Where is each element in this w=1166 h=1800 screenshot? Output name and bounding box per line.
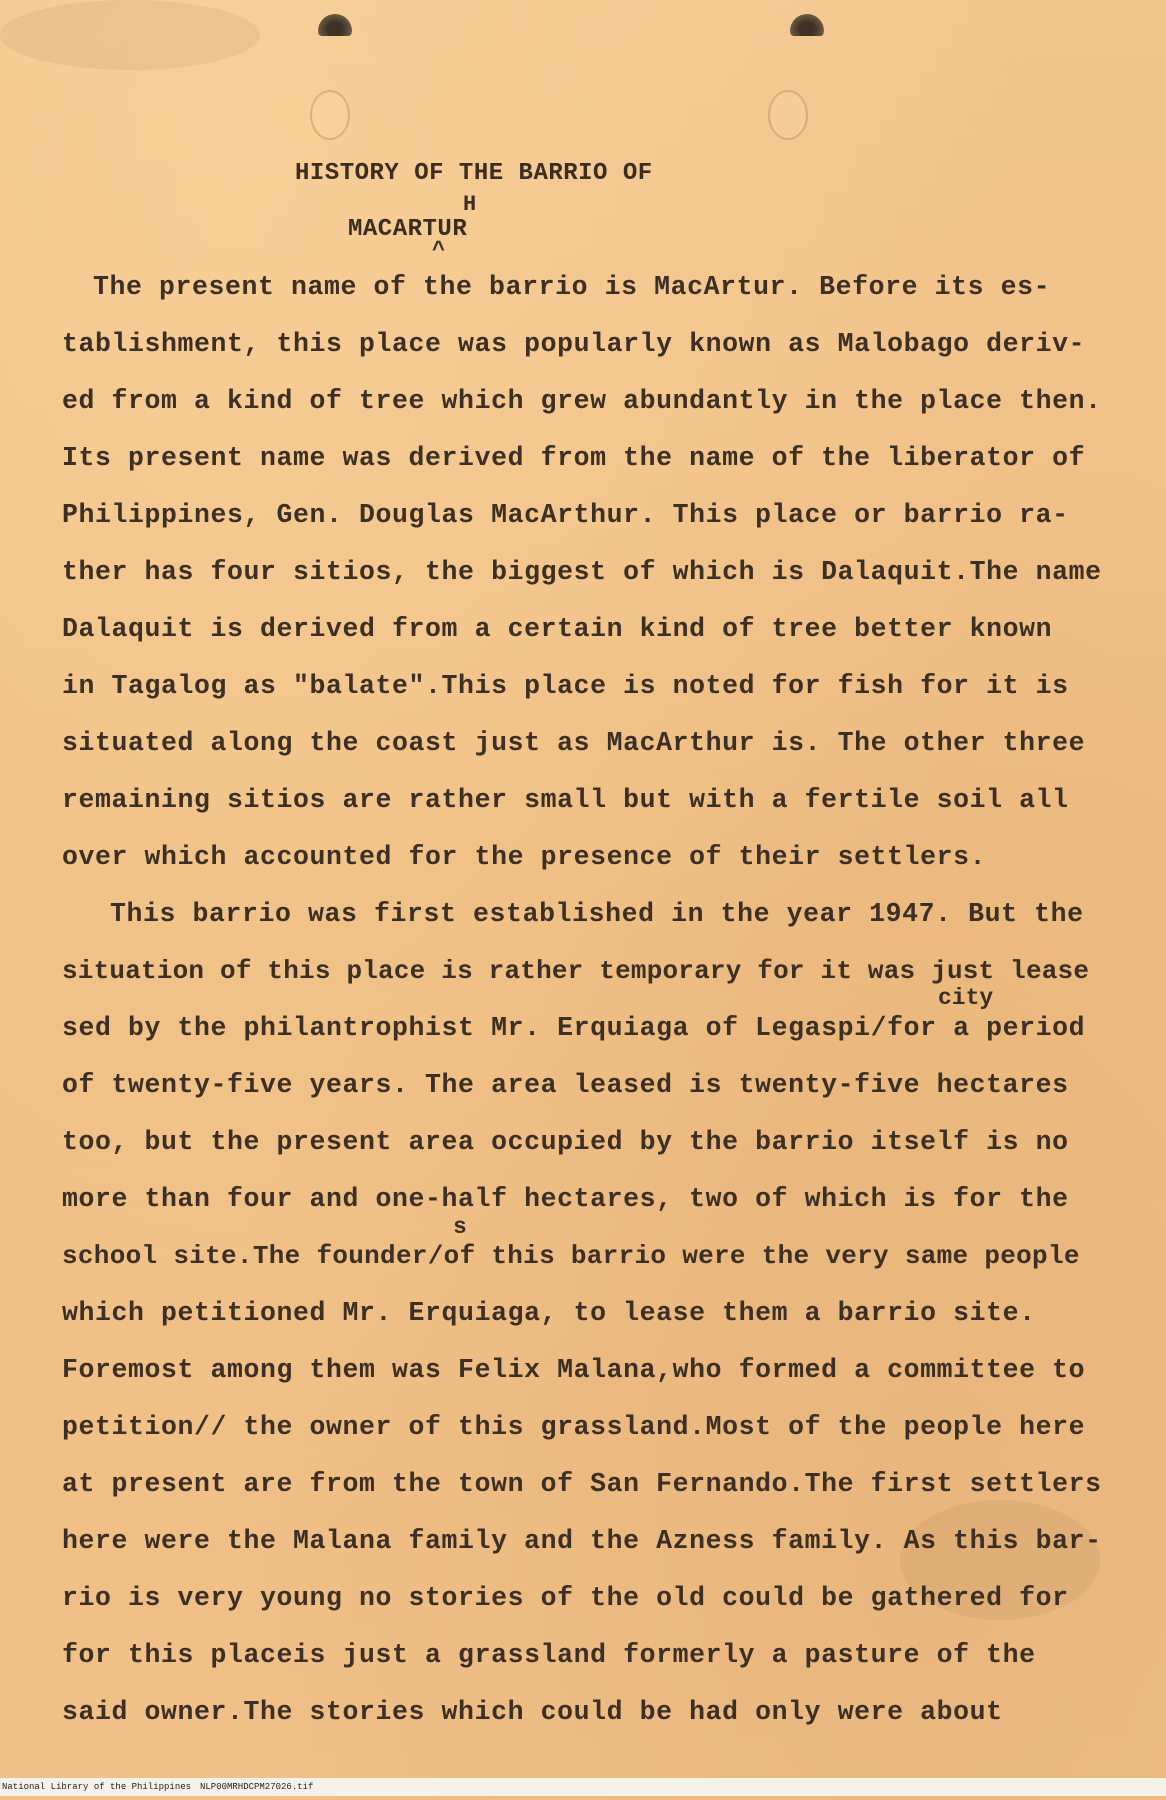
text-line: This barrio was first established in the year 1947. But the <box>110 899 1084 929</box>
text-line: ther has four sitios, the biggest of which is Dalaquit.The name <box>62 557 1102 587</box>
text-line: remaining sitios are rather small but with a fertile soil all <box>62 785 1069 815</box>
punch-hole-icon <box>310 90 350 140</box>
text-line: Philippines, Gen. Douglas MacArthur. This place or barrio ra- <box>62 500 1069 530</box>
text-line: tablishment, this place was popularly known as Malobago deriv- <box>62 329 1086 359</box>
text-line: here were the Malana family and the Azness family. As this bar- <box>62 1526 1102 1556</box>
text-line: Foremost among them was Felix Malana,who formed a committee to <box>62 1355 1086 1385</box>
document-title: HISTORY OF THE BARRIO OF <box>295 160 653 187</box>
text-line: sed by the philantrophist Mr. Erquiaga of Legaspi/for a period <box>62 1013 1086 1043</box>
text-line: in Tagalog as "balate".This place is noted for fish for it is <box>62 671 1069 701</box>
text-line: over which accounted for the presence of their settlers. <box>62 842 987 872</box>
handwritten-insert: city <box>938 985 994 1011</box>
document-subtitle: MACARTUR <box>348 216 468 243</box>
punch-hole-icon <box>768 90 808 140</box>
stain <box>0 0 260 70</box>
handwritten-insert: s <box>453 1214 467 1240</box>
text-line: said owner.The stories which could be had only were about <box>62 1697 1003 1727</box>
text-line: situated along the coast just as MacArthur is. The other three <box>62 728 1086 758</box>
text-line: Its present name was derived from the name of the liberator of <box>62 443 1086 473</box>
text-line: more than four and one-half hectares, two of which is for the <box>62 1184 1069 1214</box>
scan-footer <box>0 1778 1166 1796</box>
text-line: school site.The founder/of this barrio were the very same people <box>62 1241 1080 1271</box>
caret-mark: ^ <box>432 238 446 263</box>
text-line: petition// the owner of this grassland.Most of the people here <box>62 1412 1086 1442</box>
binder-clip-icon <box>318 14 352 36</box>
text-line: ed from a kind of tree which grew abundantly in the place then. <box>62 386 1102 416</box>
binder-clip-icon <box>790 14 824 36</box>
text-line: which petitioned Mr. Erquiaga, to lease them a barrio site. <box>62 1298 1036 1328</box>
text-line: too, but the present area occupied by the barrio itself is no <box>62 1127 1069 1157</box>
text-line: of twenty-five years. The area leased is twenty-five hectares <box>62 1070 1069 1100</box>
text-line: The present name of the barrio is MacArtur. Before its es- <box>93 272 1051 302</box>
footer-institution: National Library of the Philippines <box>2 1782 192 1792</box>
title-insert-mark: H <box>463 192 477 217</box>
text-line: situation of this place is rather temporary for it was just lease <box>62 956 1090 986</box>
text-line: Dalaquit is derived from a certain kind of tree better known <box>62 614 1053 644</box>
footer-file-id: NLP00MRHDCPM27026.tif <box>200 1782 314 1792</box>
text-line: for this placeis just a grassland formerly a pasture of the <box>62 1640 1036 1670</box>
text-line: rio is very young no stories of the old could be gathered for <box>62 1583 1069 1613</box>
text-line: at present are from the town of San Fernando.The first settlers <box>62 1469 1102 1499</box>
